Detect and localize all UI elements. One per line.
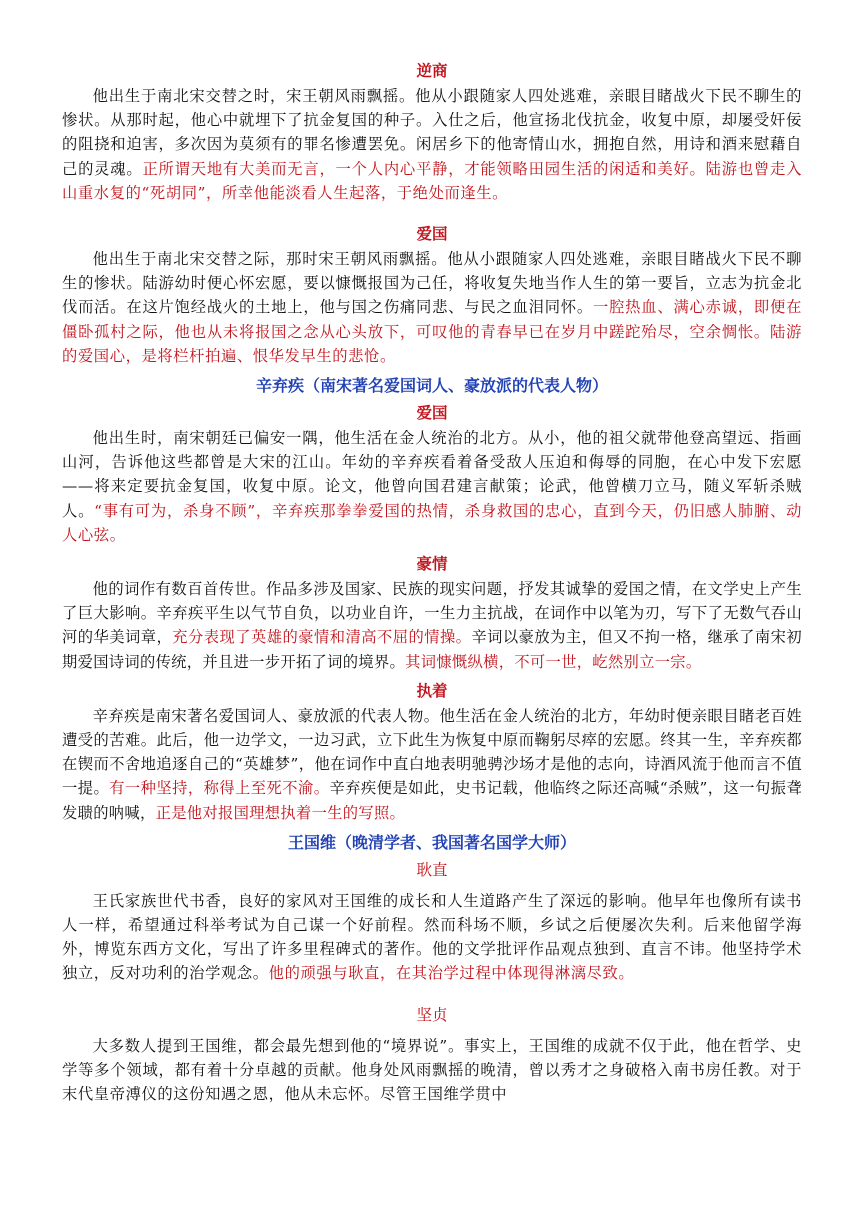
section-xinqiji-haoqing: [62, 551, 802, 674]
subheading-gengzhi: 耿直: [416, 860, 448, 879]
highlighted-text: 充分表现了英雄的豪情和清高不屈的情操。: [172, 628, 472, 647]
paragraph-gengzhi: [62, 889, 802, 986]
paragraph-text: 他出生于南北宋交替之时，宋王朝风雨飘摇。他从小跟随家人四处逃难，亲眼目睹战火下民不聊生的惨状。从那时起，他心中就埋下了抗金复国的种子。入仕之后，他宣扬北伐抗金，收复中原，却屡受奸佞的阻挠和迫害，多次因为莫须有的罪名惨遭罢免。闲居乡下的他寄情山水，拥抱自然，用诗和酒来慰藉自己的灵魂。: [62, 87, 802, 178]
person-heading-wangguowei: 王国维（晚清学者、我国著名国学大师）: [287, 832, 576, 852]
subheading-aiguo-2: 爱国: [416, 404, 448, 423]
paragraph-xinqiji-aiguo: [62, 426, 802, 547]
highlighted-text-2: 正是他对报国理想执着一生的写照。: [155, 803, 406, 822]
section-luyou-aiguo: [62, 221, 802, 368]
subheading-aiguo: 爱国: [416, 225, 448, 244]
paragraph-haoqing: [62, 577, 802, 674]
person-heading-xinqiji: 辛弃疾（南宋著名爱国词人、豪放派的代表人物）: [255, 376, 608, 396]
subheading-zhizhuo: 执着: [416, 681, 448, 700]
paragraph-text: 他的词作有数百首传世。作品多涉及国家、民族的现实问题，抒发其诚挚的爱国之情，在文学史上产生了巨大影响。辛弃疾平生以气节自负，以功业自许，一生力主抗战，在词作中以笔为刃，写下了无数气吞山河的华美词章，: [62, 580, 802, 647]
highlighted-text: 他的顽强与耿直，在其治学过程中体现得淋漓尽致。: [268, 964, 635, 983]
section-wangguowei-gengzhi: [62, 857, 802, 986]
paragraph-zhizhuo: [62, 704, 802, 825]
paragraph-text: 辛弃疾是南宋著名爱国词人、豪放派的代表人物。他生活在金人统治的北方，年幼时便亲眼目睹老百姓遭受的苦难。此后，他一边学文，一边习武，立下此生为恢复中原而鞠躬尽瘁的宏愿。终其一生，辛弃疾都在锲而不舍地追逐自己的“英雄梦”，他在词作中直白地表明驰骋沙场才是他的志向，诗酒风流于他而言不值一提。: [62, 706, 802, 798]
highlighted-text: 正所谓天地有大美而无言，一个人内心平静，才能领略田园生活的闲适和美好。陆游也曾走入山重水复的“死胡同”，所幸他能淡看人生起落，于绝处而逢生。: [62, 159, 802, 202]
highlighted-text: 有一种坚持，称得上至死不渝。: [109, 779, 330, 798]
highlighted-text: “事有可为，杀身不顾”，辛弃疾那拳拳爱国的热情，杀身救国的忠心，直到今天，仍旧感人肺腑、动人心弦。: [62, 501, 802, 544]
paragraph-text: 他出生于南北宋交替之际，那时宋王朝风雨飘摇。他从小跟随家人四处逃难，亲眼目睹战火下民不聊生的惨状。陆游幼时便心怀宏愿，要以慷慨报国为己任，将收复失地当作人生的第一要旨，立志为抗金北伐而活。在这片饱经战火的土地上，他与国之伤痛同悲、与民之血泪同怀。: [62, 250, 802, 317]
paragraph-jianzhen: [62, 1034, 802, 1107]
section-wangguowei-jianzhen: [62, 1002, 802, 1107]
paragraph-text: 他出生时，南宋朝廷已偏安一隅，他生活在金人统治的北方。从小，他的祖父就带他登高望远、指画山河，告诉他这些都曾是大宋的江山。年幼的辛弃疾看着备受敌人压迫和侮辱的同胞，在心中发下宏愿——将来定要抗金复国，收复中原。论文，他曾向国君建言献策；论武，他曾横刀立马，随义军斩杀贼人。: [62, 429, 802, 520]
paragraph-aiguo: [62, 247, 802, 368]
subheading-haoqing: 豪情: [416, 555, 448, 574]
highlighted-text: 一腔热血、满心赤诚，即便在僵卧孤村之际，他也从未将报国之念从心头放下，可叹他的青春早已在岁月中蹉跎殆尽，空余惆怅。陆游的爱国心，是将栏杆拍遍、恨华发早生的悲怆。: [62, 298, 802, 365]
paragraph-text: 大多数人提到王国维，都会最先想到他的“境界说”。事实上，王国维的成就不仅于此，他在哲学、史学等多个领域，都有着十分卓越的贡献。他身处风雨飘摇的晚清，曾以秀才之身破格入南书房任教。对于末代皇帝溥仪的这份知遇之恩，他从未忘怀。尽管王国维学贯中: [62, 1036, 802, 1104]
section-luyou-nishang: [62, 58, 802, 205]
subheading-jianzhen: 坚贞: [416, 1005, 448, 1024]
highlighted-text-2: 其词慷慨纵横，不可一世，屹然别立一宗。: [405, 652, 702, 671]
section-xinqiji-zhizhuo: [62, 678, 802, 825]
paragraph-text: 王氏家族世代书香，良好的家风对王国维的成长和人生道路产生了深远的影响。他早年也像所有读书人一样，希望通过科举考试为自己谋一个好前程。然而科场不顺，乡试之后便屡次失利。后来他留学海外，博览东西方文化，写出了许多里程碑式的著作。他的文学批评作品观点独到、直言不讳。他坚持学术独立，反对功利的治学观念。: [62, 891, 802, 983]
section-xinqiji-aiguo: [62, 400, 802, 547]
paragraph-nishang: [62, 84, 802, 205]
paragraph-text-continued: 辛弃疾便是如此，史书记载，他临终之际还高喊“杀贼”，这一句振聋发聩的呐喊，: [62, 779, 802, 822]
paragraph-text-continued: 辛词以豪放为主，但又不拘一格，继承了南宋初期爱国诗词的传统，并且进一步开拓了词的境界。: [62, 628, 802, 671]
subheading-nishang: 逆商: [416, 62, 448, 80]
